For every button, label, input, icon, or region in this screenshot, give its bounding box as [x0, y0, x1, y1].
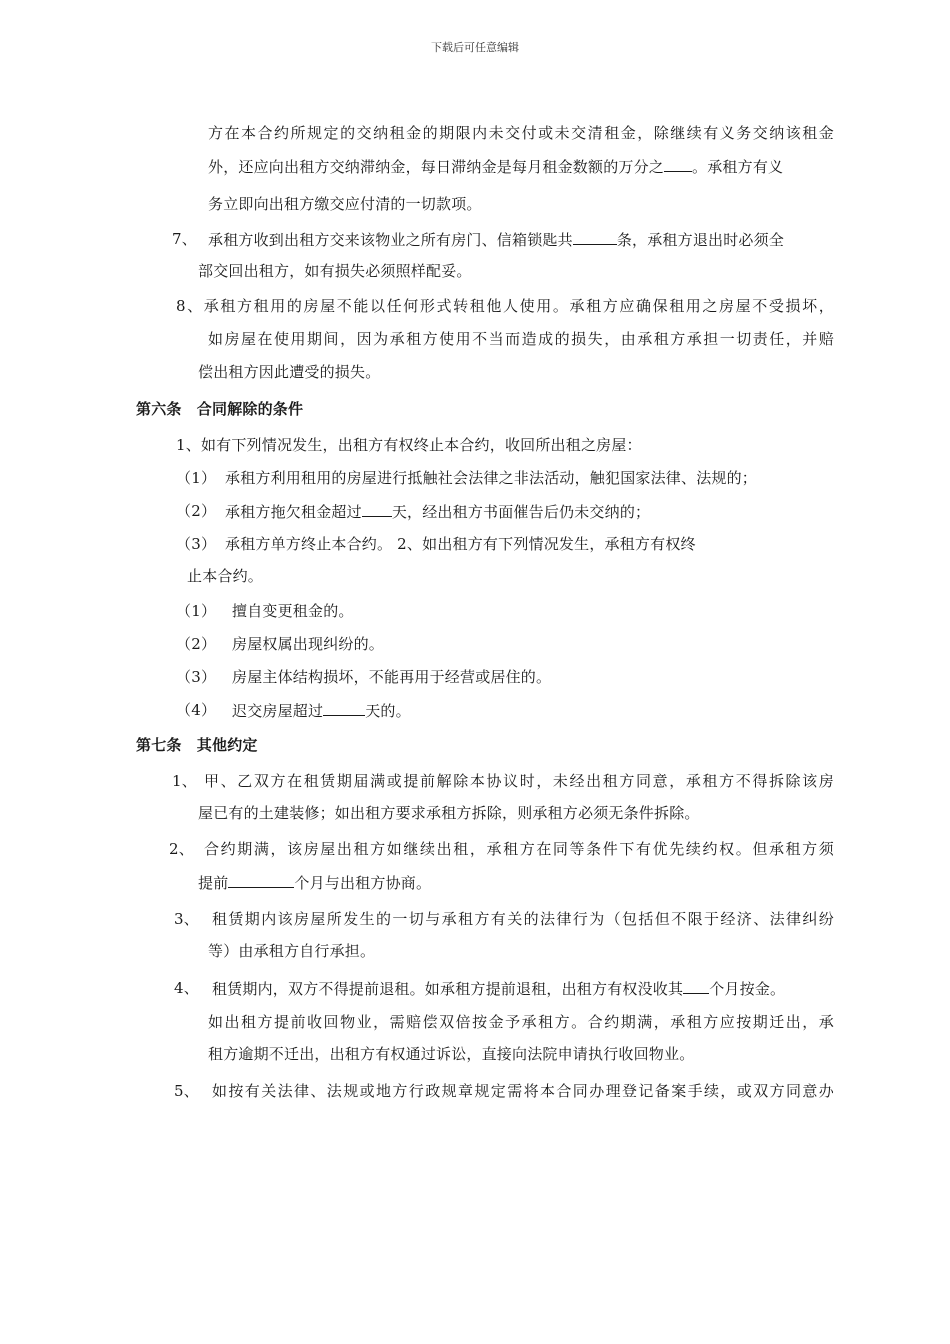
article-6-b3-number: （3） — [176, 668, 217, 686]
article-6-b4-tail: 天的。 — [365, 702, 411, 720]
article-6-b2-number: （2） — [176, 635, 217, 653]
item-8-line-2: 如房屋在使用期间，因为承租方使用不当而造成的损失，由承租方承担一切责任，并赔 — [208, 330, 834, 348]
article5-line-3: 务立即向出租方缴交应付清的一切款项。 — [208, 195, 482, 213]
article-6-b1: 擅自变更租金的。 — [232, 602, 354, 620]
item-8-line-3: 偿出租方因此遭受的损失。 — [198, 363, 381, 381]
article-6-b2: 房屋权属出现纠纷的。 — [232, 635, 385, 653]
article-6-b4-text: 迟交房屋超过 — [232, 702, 324, 720]
article-6-a2-number: （2） — [176, 502, 217, 520]
page-header: 下载后可任意编辑 — [431, 41, 519, 54]
article-7-i2-text: 提前 — [198, 874, 229, 892]
deposit-months-blank[interactable] — [683, 978, 709, 994]
article-7-i5-line-1: 如按有关法律、法规或地方行政规章规定需将本合同办理登记备案手续，或双方同意办 — [212, 1082, 834, 1100]
article-7-i4-line-1 — [212, 978, 785, 999]
item-7-number: 7、 — [172, 230, 197, 248]
article-6-a1: 承租方利用租用的房屋进行抵触社会法律之非法活动，触犯国家法律、法规的； — [225, 469, 758, 487]
article-6-b3: 房屋主体结构损坏，不能再用于经营或居住的。 — [232, 668, 552, 686]
article-7-i1-line-2: 屋已有的土建装修；如出租方要求承租方拆除，则承租方必须无条件拆除。 — [198, 804, 700, 822]
article-7-i3-line-1: 租赁期内该房屋所发生的一切与承租方有关的法律行为（包括但不限于经济、法律纠纷 — [212, 910, 834, 928]
article-7-i4-number: 4、 — [174, 979, 199, 997]
late-fee-blank[interactable] — [664, 156, 692, 172]
article-6-a2 — [225, 501, 650, 522]
article-7-i2-tail: 个月与出租方协商。 — [294, 874, 432, 892]
notice-months-blank[interactable] — [228, 872, 294, 888]
article5-line-2-tail: 。承租方有义 — [692, 158, 784, 176]
article-7-i3-number: 3、 — [174, 910, 199, 928]
article-7-i1-number: 1、 — [172, 772, 197, 790]
article-6-a2-text: 承租方拖欠租金超过 — [225, 503, 362, 521]
item-7-tail: 条，承租方退出时必须全 — [616, 231, 785, 249]
article-6-b4 — [232, 700, 411, 721]
article-7-i2-number: 2、 — [169, 840, 194, 858]
article-6-b4-number: （4） — [176, 701, 217, 719]
article-7-i5-number: 5、 — [174, 1082, 199, 1100]
article-7-i4-line-2: 如出租方提前收回物业，需赔偿双倍按金予承租方。合约期满，承租方应按期迁出，承 — [208, 1013, 834, 1031]
article-6-a1-number: （1） — [176, 469, 217, 487]
arrears-days-blank[interactable] — [362, 501, 392, 517]
item-7-line-1 — [208, 229, 784, 250]
item-7-text: 承租方收到出租方交来该物业之所有房门、信箱锁匙共 — [208, 231, 573, 249]
article5-line-2-text: 外，还应向出租方交纳滞纳金，每日滞纳金是每月租金数额的万分之 — [208, 158, 665, 176]
article-7-i4-line-3: 租方逾期不迁出，出租方有权通过诉讼，直接向法院申请执行收回物业。 — [208, 1045, 695, 1063]
article-6-a3-continuation: 止本合约。 — [187, 567, 264, 585]
article-7-i4-text: 租赁期内，双方不得提前退租。如承租方提前退租，出租方有权没收其 — [212, 980, 684, 998]
article-7-i3-line-2: 等）由承租方自行承担。 — [208, 942, 376, 960]
article-7-title: 第七条 其他约定 — [136, 736, 258, 754]
article-6-a3: 承租方单方终止本合约。 2、如出租方有下列情况发生，承租方有权终 — [225, 535, 696, 553]
article-6-title: 第六条 合同解除的条件 — [136, 400, 304, 418]
article-7-i2-line-1: 合约期满，该房屋出租方如继续出租，承租方在同等条件下有优先续约权。但承租方须 — [204, 840, 834, 858]
article-7-i2-line-2 — [198, 872, 431, 893]
article-7-i1-line-1: 甲、乙双方在租赁期届满或提前解除本协议时，未经出租方同意，承租方不得拆除该房 — [204, 772, 834, 790]
article5-line-2 — [208, 156, 783, 177]
article-7-i4-tail: 个月按金。 — [709, 980, 786, 998]
article-6-a2-tail: 天，经出租方书面催告后仍未交纳的； — [391, 503, 651, 521]
article-6-a3-number: （3） — [176, 535, 217, 553]
item-7-line-2: 部交回出租方，如有损失必须照样配妥。 — [198, 262, 472, 280]
delay-days-blank[interactable] — [323, 700, 365, 716]
article-6-b1-number: （1） — [176, 602, 217, 620]
article-6-para-1: 1、如有下列情况发生，出租方有权终止本合约，收回所出租之房屋： — [176, 436, 642, 454]
key-count-blank[interactable] — [573, 229, 617, 245]
item-8-line-1: 8、承租方租用的房屋不能以任何形式转租他人使用。承租方应确保租用之房屋不受损坏， — [176, 297, 834, 315]
article5-line-1: 方在本合约所规定的交纳租金的期限内未交付或未交清租金，除继续有义务交纳该租金 — [208, 124, 834, 142]
